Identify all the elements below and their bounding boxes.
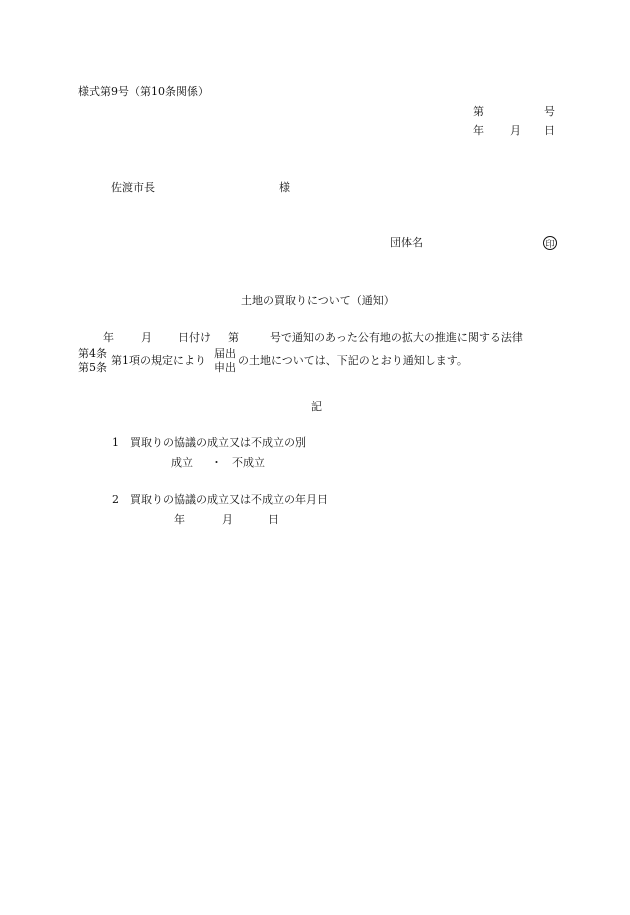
option-not-established: 不成立: [232, 456, 265, 469]
body-year: 年: [103, 331, 114, 344]
article-choice: [78, 348, 107, 376]
document-title: 土地の買取りについて（通知）: [241, 294, 395, 307]
notice-choice: [214, 348, 236, 376]
doc-date-year: 年: [473, 124, 484, 137]
body-clause: 第1項の規定により: [111, 354, 206, 367]
doc-date-month: 月: [510, 124, 521, 137]
doc-date-day: 日: [544, 124, 555, 137]
item-date-month: 月: [222, 513, 233, 526]
item-text: 買取りの協議の成立又は不成立の年月日: [130, 493, 328, 506]
item-date-day: 日: [268, 513, 279, 526]
article-a: 第4条: [78, 347, 107, 360]
item-number: 1: [112, 436, 119, 449]
doc-number-prefix: 第: [473, 105, 484, 118]
body-dated: 日付け: [178, 331, 211, 344]
item-text: 買取りの協議の成立又は不成立の別: [130, 436, 306, 449]
body-line1-text: 号で通知のあった公有地の拡大の推進に関する法律: [270, 331, 523, 344]
addressee-honorific: 様: [279, 181, 290, 194]
body-line2-text: の土地については、下記のとおり通知します。: [238, 354, 468, 367]
body-no-prefix: 第: [228, 331, 239, 344]
article-b: 第5条: [78, 361, 107, 374]
form-number: 様式第9号（第10条関係）: [78, 85, 209, 98]
addressee-name: 佐渡市長: [111, 181, 155, 194]
item-number: 2: [112, 493, 119, 506]
item-date-year: 年: [174, 513, 185, 526]
organization-label: 団体名: [390, 236, 423, 249]
record-label: 記: [311, 400, 322, 413]
notice-b: 申出: [214, 361, 236, 374]
option-separator: ・: [211, 456, 222, 469]
seal-mark: 印: [543, 236, 557, 250]
body-month: 月: [141, 331, 152, 344]
notice-a: 届出: [214, 347, 236, 360]
doc-number-suffix: 号: [544, 105, 555, 118]
option-established: 成立: [171, 456, 193, 469]
